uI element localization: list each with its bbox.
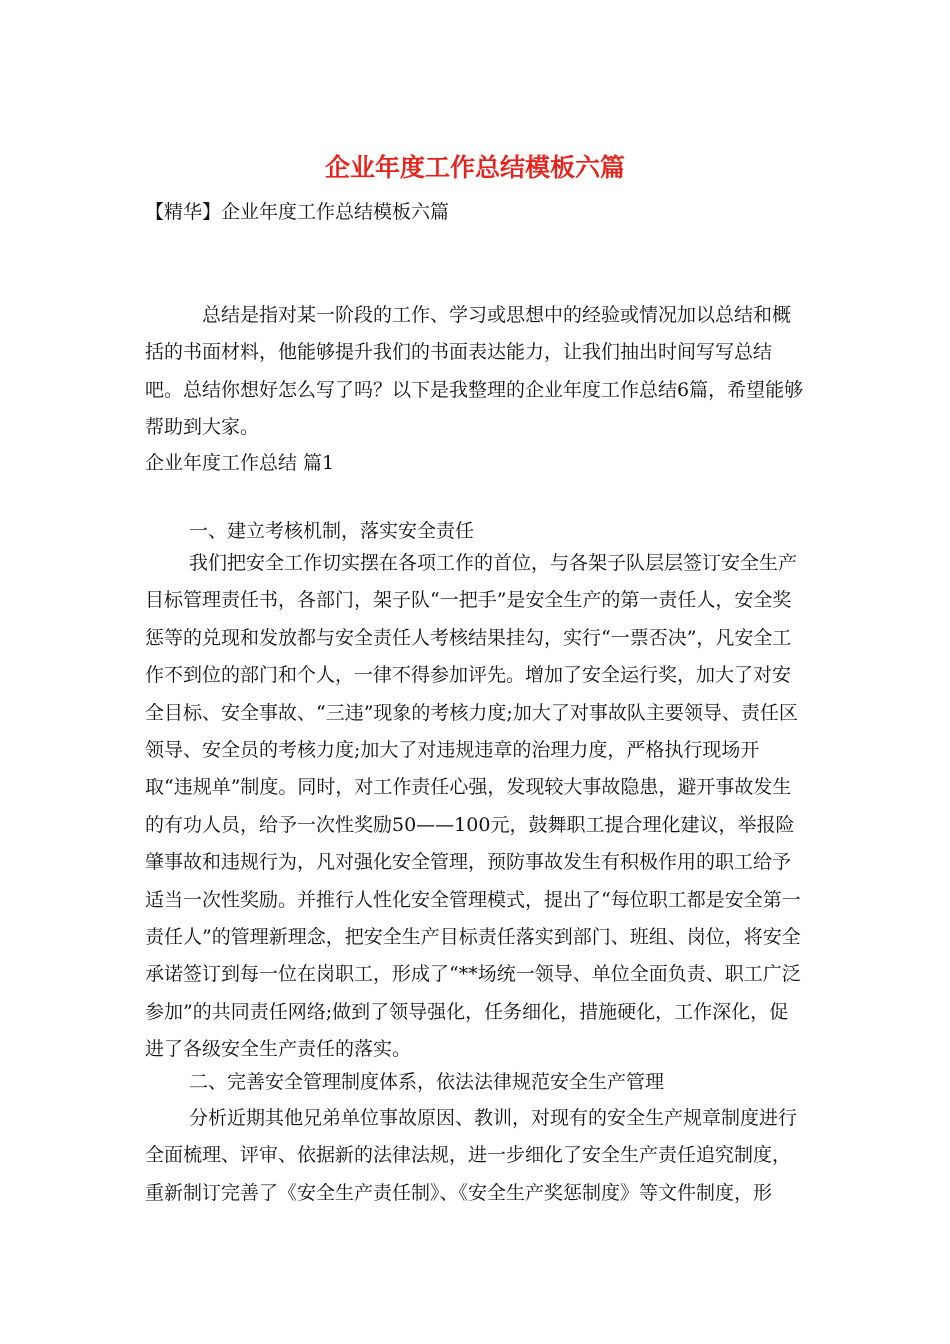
intro-paragraph: 总结是指对某一阶段的工作、学习或思想中的经验或情况加以总结和概括的书面材料，他能够提升我们的书面表达能力，让我们抽出时间写写总结吧。总结你想好怎么写了吗？以下是我整理的企业年度工作总结6篇，希望能够帮助到大家。 bbox=[145, 304, 804, 439]
section-heading-2: 二、完善安全管理制度体系，依法法律规范安全生产管理 bbox=[189, 1071, 665, 1093]
document-subtitle: 【精华】企业年度工作总结模板六篇 bbox=[145, 201, 450, 223]
body-paragraph-1: 我们把安全工作切实摆在各项工作的首位，与各架子队层层签订安全生产目标管理责任书，各部门，架子队“一把手”是安全生产的第一责任人，安全奖惩等的兑现和发放都与安全责任人考核结果挂勾，实行“一票否决”，凡安全工作不到位的部门和个人，一律不得参加评先。增加了安全运行奖，加大了对安全目标、安全事故、“三违”现象的考核力度;加大了对事故队主要领导、责任区领导、安全员的考核力度;加大了对违规违章的治理力度，严格执行现场开取“违规单”制度。同时，对工作责任心强，发现较大事故隐患，避开事故发生的有功人员，给予一次性奖励50——100元，鼓舞职工提合理化建议，举报险肇事故和违规行为，凡对强化安全管理，预防事故发生有积极作用的职工给予适当一次性奖励。并推行人性化安全管理模式，提出了“每位职工都是安全第一责任人”的管理新理念，把安全生产目标责任落实到部门、班组、岗位，将安全承诺签订到每一位在岗职工，形成了“**场统一领导、单位全面负责、职工广泛参加”的共同责任网络;做到了领导强化，任务细化，措施硬化，工作深化，促进了各级安全生产责任的落实。 bbox=[145, 552, 801, 1061]
body-paragraph-2: 分析近期其他兄弟单位事故原因、教训，对现有的安全生产规章制度进行全面梳理、评审、依据新的法律法规，进一步细化了安全生产责任追究制度，重新制订完善了《安全生产责任制》、《安全生产奖惩制度》等文件制度，形 bbox=[145, 1107, 798, 1204]
section-label: 企业年度工作总结 篇1 bbox=[145, 452, 335, 474]
section-heading-1: 一、建立考核机制，落实安全责任 bbox=[189, 520, 475, 542]
document-title: 企业年度工作总结模板六篇 bbox=[324, 153, 625, 182]
